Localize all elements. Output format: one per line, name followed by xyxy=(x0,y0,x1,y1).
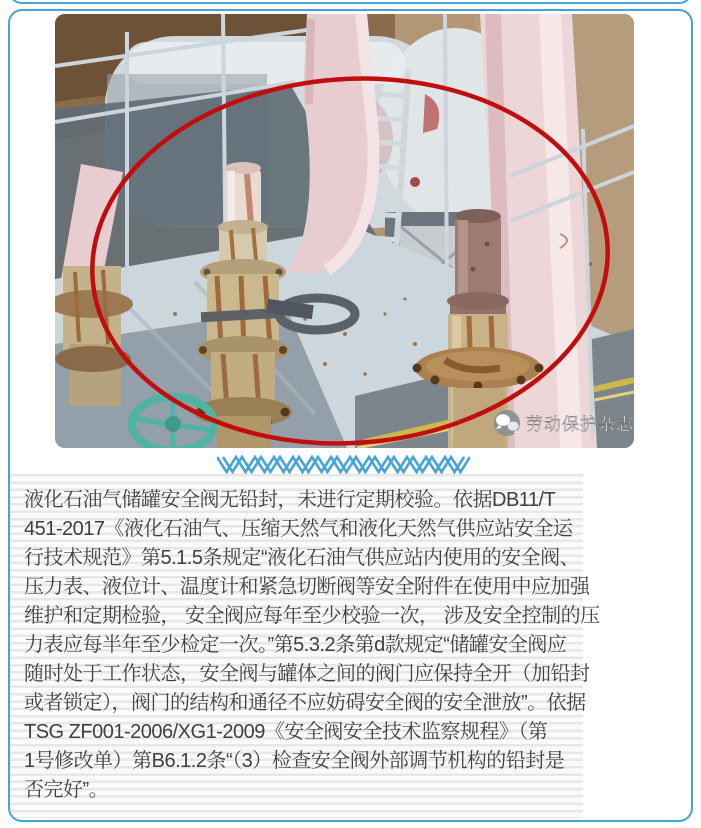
site-photo xyxy=(55,14,634,448)
zigzag-divider xyxy=(217,454,470,476)
text-line: 否完好”。 xyxy=(24,779,109,801)
text-line: TSG ZF001-2006/XG1-2009《安全阀安全技术监察规程》（第 xyxy=(24,721,548,743)
article-text-panel xyxy=(10,474,600,818)
photo-illustration xyxy=(55,14,634,448)
text-line: 压力表、液位计、温度计和紧急切断阀等安全附件在使用中应加强 xyxy=(24,576,590,598)
previous-card-edge xyxy=(8,0,693,4)
text-line: 维护和定期检验， 安全阀应每年至少校验一次， 涉及安全控制的压 xyxy=(24,605,600,627)
text-line: 451-2017《液化石油气、压缩天然气和液化天然气供应站安全运 xyxy=(24,518,573,540)
text-line: 随时处于工作状态，安全阀与罐体之间的阀门应保持全开（加铅封 xyxy=(24,663,590,685)
text-line: 1号修改单）第B6.1.2条“（3）检查安全阀外部调节机构的铅封是 xyxy=(24,750,565,772)
text-line: 或者锁定），阀门的结构和通径不应妨碍安全阀的安全泄放”。依据 xyxy=(24,692,586,714)
article-lines xyxy=(24,486,600,805)
article-card xyxy=(8,9,693,822)
watermark-text: 劳动保护杂志 xyxy=(526,415,634,434)
text-line: 行技术规范》第5.1.5条规定“液化石油气供应站内使用的安全阀、 xyxy=(24,547,580,569)
text-line: 力表应每半年至少检定一次。”第5.3.2条第d款规定“储罐安全阀应 xyxy=(24,634,567,656)
text-line: 液化石油气储罐安全阀无铅封，未进行定期校验。依据DB11/T xyxy=(24,489,556,511)
